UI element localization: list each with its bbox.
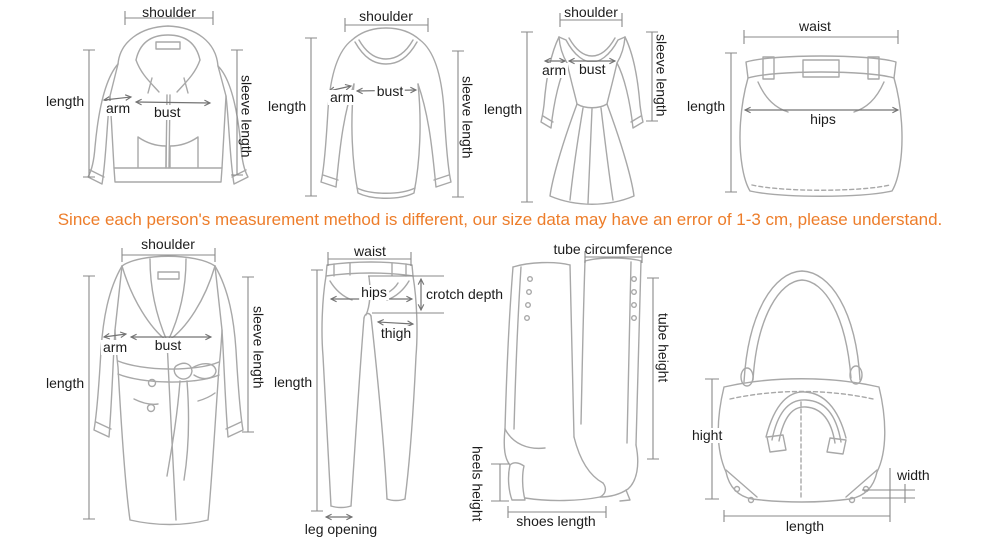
size-error-notice: Since each person's measurement method is different, our size data may have an error of 1-3 cm, please understand. xyxy=(57,210,943,229)
sweater-shoulder-label: shoulder xyxy=(359,8,413,24)
hoodie-length-label: length xyxy=(46,93,85,109)
skirt-waist-label: waist xyxy=(799,18,831,34)
dress-bust-label: bust xyxy=(579,61,606,77)
bag-width-label: width xyxy=(897,467,930,483)
handbag-sketch xyxy=(718,271,885,503)
bag-hight-label: hight xyxy=(692,427,723,443)
pants-thigh-label: thigh xyxy=(380,325,412,341)
coat-length-label: length xyxy=(46,375,85,391)
hoodie-arm-label: arm xyxy=(106,100,131,116)
coat-shoulder-label: shoulder xyxy=(141,236,195,252)
coat-arm-label: arm xyxy=(103,339,128,355)
hoodie-shoulder-label: shoulder xyxy=(142,4,196,20)
pants-crotch-depth-label: crotch depth xyxy=(426,286,504,302)
hoodie-sleeve-length-label: sleeve length xyxy=(238,75,255,158)
sweater-sleeve-length-label: sleeve length xyxy=(459,76,476,159)
sweater-sketch xyxy=(321,28,451,198)
boots-sketch xyxy=(504,258,641,501)
sweater-arm-label: arm xyxy=(330,89,355,105)
boots-heels-height-label: heels height xyxy=(469,446,486,522)
dress-shoulder-label: shoulder xyxy=(564,4,618,20)
sweater-length-label: length xyxy=(268,98,307,114)
bag-length-label: length xyxy=(785,518,825,534)
coat-sleeve-length-label: sleeve length xyxy=(250,306,267,389)
coat-sketch xyxy=(94,256,243,524)
pants-hips-label: hips xyxy=(361,284,387,300)
boots-shoes-length-label: shoes length xyxy=(516,513,596,529)
skirt-hips-label: hips xyxy=(810,111,836,127)
skirt-length-label: length xyxy=(687,98,726,114)
boots-measure-lines xyxy=(491,251,659,518)
hoodie-bust-label: bust xyxy=(154,104,181,120)
pants-waist-label: waist xyxy=(354,243,386,259)
pants-length-label: length xyxy=(274,374,313,390)
dress-sleeve-length-label: sleeve length xyxy=(653,34,670,117)
dress-length-label: length xyxy=(484,101,523,117)
sweater-bust-label: bust xyxy=(376,83,404,99)
dress-arm-label: arm xyxy=(542,62,567,78)
coat-bust-label: bust xyxy=(154,337,182,353)
pants-leg-opening-label: leg opening xyxy=(304,521,378,537)
boots-tube-circumference-label: tube circumference xyxy=(553,241,673,257)
boots-tube-height-label: tube height xyxy=(655,313,672,383)
